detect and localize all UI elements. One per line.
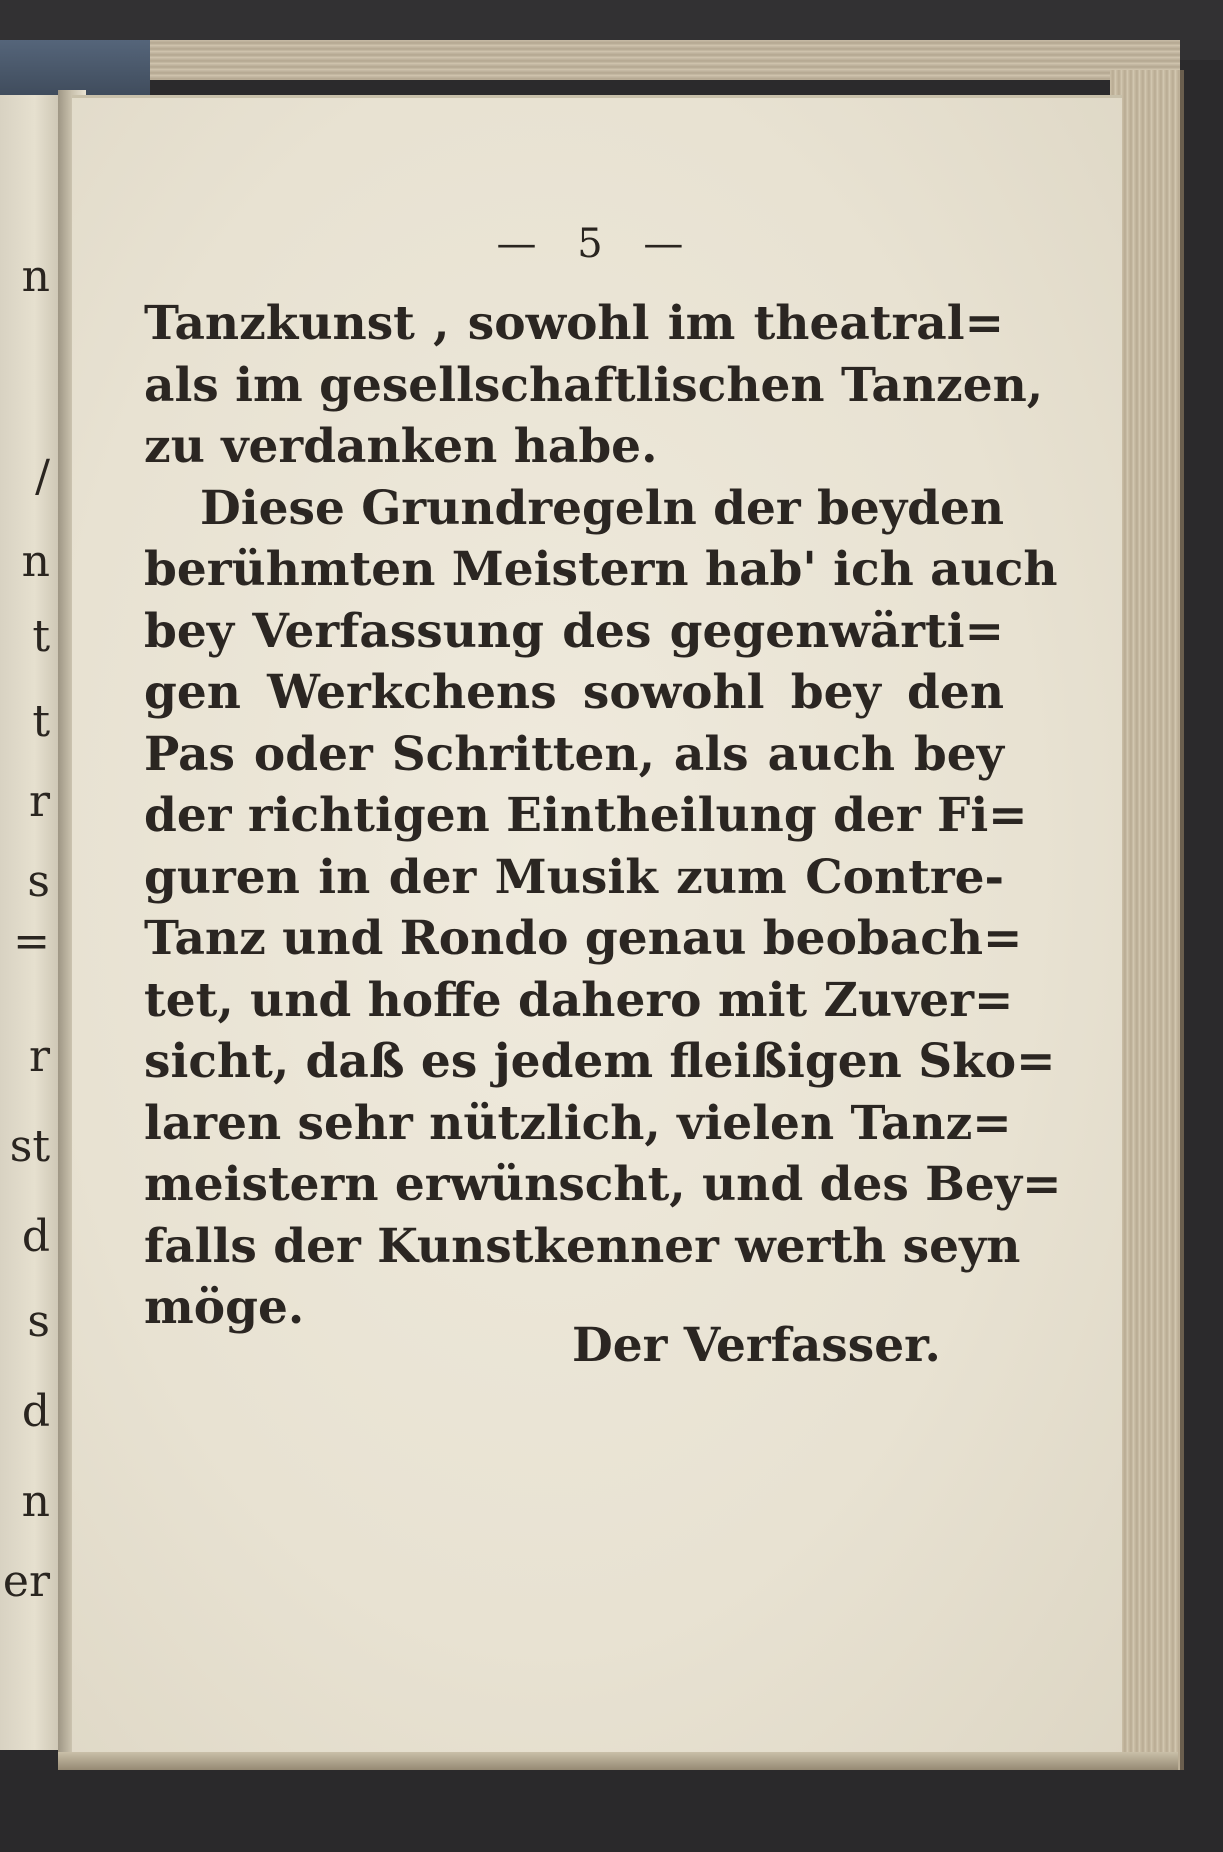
previous-page xyxy=(0,95,60,1750)
text-line: guren in der Musik zum Contre- xyxy=(144,849,1004,905)
text-line: tet, und hoffe dahero mit Zuver= xyxy=(144,972,1014,1028)
text-line: Pas oder Schritten, als auch bey xyxy=(144,726,1004,782)
text-line: gen Werkchens sowohl bey den xyxy=(144,665,1004,720)
previous-page-edge-letter: d xyxy=(21,1386,50,1437)
previous-page-edge-letter: n xyxy=(21,251,50,302)
text-line: sicht, daß es jedem fleißigen Sko= xyxy=(144,1034,1056,1089)
text-line: Tanz und Rondo genau beobach= xyxy=(144,911,1023,966)
previous-page-edge-letter: / xyxy=(35,451,50,502)
text-line: meistern erwünscht, und des Bey= xyxy=(144,1157,1062,1212)
text-line: als im gesellschaftlischen Tanzen, xyxy=(144,357,1044,413)
previous-page-edge-letter: n xyxy=(21,536,50,587)
text-line: der richtigen Eintheilung der Fi= xyxy=(144,788,1028,843)
author-signature: Der Verfasser. xyxy=(572,1318,941,1373)
previous-page-edge-letter: = xyxy=(13,916,50,967)
background-bottom xyxy=(0,1770,1223,1852)
previous-page-edge-letter: er xyxy=(2,1556,50,1607)
previous-page-edge-letter: t xyxy=(32,611,50,662)
previous-page-edge-letter: n xyxy=(21,1476,50,1527)
previous-page-edge-letter: s xyxy=(27,1296,50,1347)
previous-page-edge-letter: r xyxy=(28,1031,50,1082)
book-top-edges xyxy=(150,40,1180,80)
book-page xyxy=(72,95,1122,1778)
text-line: berühmten Meistern hab' ich auch xyxy=(144,542,1058,597)
text-line: zu verdanken habe. xyxy=(144,419,658,474)
previous-page-edge-letter: d xyxy=(21,1211,50,1262)
text-line: bey Verfassung des gegenwärti= xyxy=(144,603,1004,659)
previous-page-edge-letter: t xyxy=(32,696,50,747)
previous-page-edge-letter: st xyxy=(9,1121,50,1172)
previous-page-edge-letter: s xyxy=(27,856,50,907)
text-line: falls der Kunstkenner werth seyn xyxy=(144,1218,1021,1274)
text-line: Diese Grundregeln der beyden xyxy=(200,480,1005,536)
text-line: laren sehr nützlich, vielen Tanz= xyxy=(144,1095,1012,1151)
text-line: möge. xyxy=(144,1280,305,1335)
text-line: Tanzkunst , sowohl im theatral= xyxy=(144,296,1004,351)
previous-page-edge-letter: r xyxy=(28,776,50,827)
page-number-header: — 5 — xyxy=(496,221,698,267)
page-body-text xyxy=(144,293,1062,1339)
